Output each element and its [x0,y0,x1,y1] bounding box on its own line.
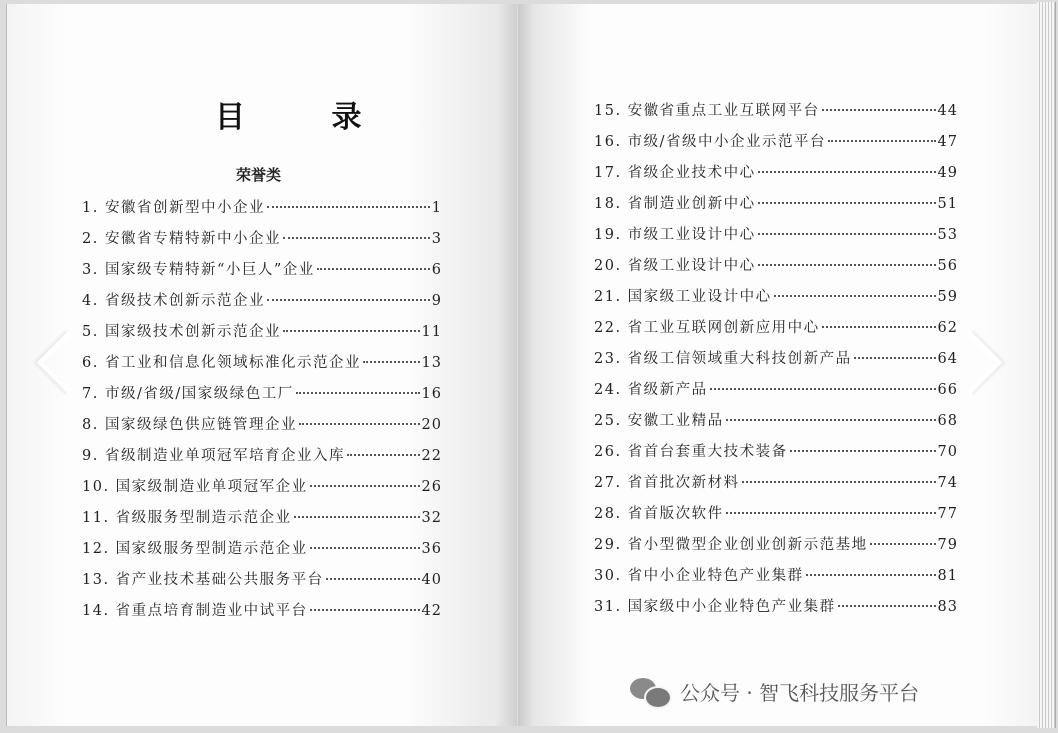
toc-leader-dots [363,360,420,363]
toc-left-list [82,196,442,630]
toc-leader-dots [267,298,430,301]
toc-leader-dots [726,511,936,514]
toc-entry [594,595,958,626]
toc-entry [82,475,442,506]
toc-entry-label: 4. 省级技术创新示范企业 [82,293,265,309]
toc-entry [82,506,442,537]
toc-entry [594,378,958,409]
toc-leader-dots [758,170,936,173]
toc-entry-page: 40 [421,572,442,588]
wechat-icon [630,676,674,706]
toc-leader-dots [774,294,936,297]
toc-entry-label: 20. 省级工业设计中心 [594,258,756,274]
toc-entry [82,537,442,568]
page-title: 目 录 [215,100,400,135]
toc-entry-page: 77 [937,506,958,522]
toc-leader-dots [790,449,936,452]
toc-entry-label: 18. 省制造业创新中心 [594,196,756,212]
toc-entry-label: 13. 省产业技术基础公共服务平台 [82,572,324,588]
toc-entry-page: 13 [421,355,442,371]
toc-leader-dots [283,329,420,332]
toc-entry [82,351,442,382]
toc-entry-label: 23. 省级工信领域重大科技创新产品 [594,351,852,367]
toc-entry [594,471,958,502]
toc-entry-page: 9 [431,293,442,309]
toc-entry [82,289,442,320]
toc-right-list [594,99,958,626]
toc-leader-dots [310,484,420,487]
toc-entry [82,599,442,630]
toc-entry [594,223,958,254]
toc-leader-dots [347,453,420,456]
toc-entry-label: 28. 省首版次软件 [594,506,724,522]
watermark-text: 公众号 · 智飞科技服务平台 [680,680,920,705]
toc-entry-page: 53 [937,227,958,243]
toc-entry-label: 2. 安徽省专精特新中小企业 [82,231,281,247]
toc-entry-page: 66 [937,382,958,398]
toc-entry [594,192,958,223]
toc-entry-label: 5. 国家级技术创新示范企业 [82,324,281,340]
toc-entry-page: 16 [421,386,442,402]
toc-entry-page: 59 [937,289,958,305]
toc-leader-dots [806,573,936,576]
toc-entry-page: 74 [937,475,958,491]
toc-entry [82,227,442,258]
toc-entry-label: 22. 省工业互联网创新应用中心 [594,320,820,336]
toc-entry-page: 81 [937,568,958,584]
toc-entry [594,502,958,533]
toc-leader-dots [742,480,936,483]
toc-leader-dots [326,577,420,580]
toc-entry-label: 19. 市级工业设计中心 [594,227,756,243]
toc-leader-dots [310,546,420,549]
toc-entry-page: 3 [431,231,442,247]
toc-entry-page: 64 [937,351,958,367]
page-edges [1037,2,1056,728]
toc-entry [594,130,958,161]
toc-leader-dots [296,391,420,394]
toc-leader-dots [710,387,936,390]
toc-entry-label: 24. 省级新产品 [594,382,708,398]
toc-leader-dots [758,263,936,266]
toc-entry-page: 47 [937,134,958,150]
toc-entry-label: 15. 安徽省重点工业互联网平台 [594,103,820,119]
toc-leader-dots [294,515,420,518]
toc-entry [594,316,958,347]
toc-entry [82,258,442,289]
toc-entry-page: 6 [431,262,442,278]
toc-entry [594,254,958,285]
toc-entry-label: 17. 省级企业技术中心 [594,165,756,181]
toc-entry-label: 27. 省首批次新材料 [594,475,740,491]
toc-entry-page: 44 [937,103,958,119]
toc-leader-dots [317,267,430,270]
toc-entry-label: 1. 安徽省创新型中小企业 [82,200,265,216]
toc-entry-label: 26. 省首台套重大技术装备 [594,444,788,460]
toc-entry-label: 29. 省小型微型企业创业创新示范基地 [594,537,868,553]
toc-leader-dots [822,108,936,111]
section-heading: 荣誉类 [236,166,282,184]
toc-entry [82,320,442,351]
toc-entry-label: 21. 国家级工业设计中心 [594,289,772,305]
toc-entry-page: 20 [421,417,442,433]
toc-entry-page: 42 [421,603,442,619]
toc-entry-page: 70 [937,444,958,460]
toc-leader-dots [758,201,936,204]
toc-entry [82,568,442,599]
toc-entry-label: 31. 国家级中小企业特色产业集群 [594,599,836,615]
toc-entry [594,533,958,564]
toc-entry-page: 32 [421,510,442,526]
toc-entry-label: 9. 省级制造业单项冠军培育企业入库 [82,448,345,464]
toc-entry [82,196,442,227]
toc-entry-page: 51 [937,196,958,212]
toc-entry-label: 25. 安徽工业精品 [594,413,724,429]
toc-leader-dots [828,139,935,142]
toc-entry-label: 12. 国家级服务型制造示范企业 [82,541,308,557]
toc-entry-label: 8. 国家级绿色供应链管理企业 [82,417,297,433]
watermark [630,676,919,706]
toc-entry [82,413,442,444]
toc-entry-label: 3. 国家级专精特新“小巨人”企业 [82,262,315,278]
toc-entry [594,440,958,471]
toc-entry-page: 49 [937,165,958,181]
toc-entry-page: 56 [937,258,958,274]
toc-leader-dots [726,418,936,421]
toc-entry-page: 1 [431,200,442,216]
toc-leader-dots [310,608,420,611]
toc-entry [82,444,442,475]
toc-entry-page: 11 [421,324,442,340]
toc-entry [594,99,958,130]
toc-entry-page: 36 [421,541,442,557]
toc-entry-page: 26 [421,479,442,495]
toc-entry-label: 16. 市级/省级中小企业示范平台 [594,134,827,150]
toc-leader-dots [267,205,430,208]
toc-leader-dots [299,422,420,425]
toc-leader-dots [838,604,936,607]
toc-entry [594,347,958,378]
toc-leader-dots [822,325,936,328]
toc-leader-dots [758,232,936,235]
toc-entry-label: 6. 省工业和信息化领域标准化示范企业 [82,355,361,371]
toc-entry [82,382,442,413]
toc-entry-page: 22 [421,448,442,464]
toc-leader-dots [283,236,430,239]
toc-entry [594,285,958,316]
toc-leader-dots [854,356,936,359]
toc-entry-label: 30. 省中小企业特色产业集群 [594,568,804,584]
toc-entry-page: 62 [937,320,958,336]
toc-entry-label: 7. 市级/省级/国家级绿色工厂 [82,386,294,402]
toc-entry [594,409,958,440]
toc-leader-dots [870,542,936,545]
toc-entry [594,564,958,595]
toc-entry [594,161,958,192]
toc-entry-label: 14. 省重点培育制造业中试平台 [82,603,308,619]
toc-entry-page: 83 [937,599,958,615]
toc-entry-page: 68 [937,413,958,429]
toc-entry-label: 10. 国家级制造业单项冠军企业 [82,479,308,495]
toc-entry-page: 79 [937,537,958,553]
toc-entry-label: 11. 省级服务型制造示范企业 [82,510,292,526]
